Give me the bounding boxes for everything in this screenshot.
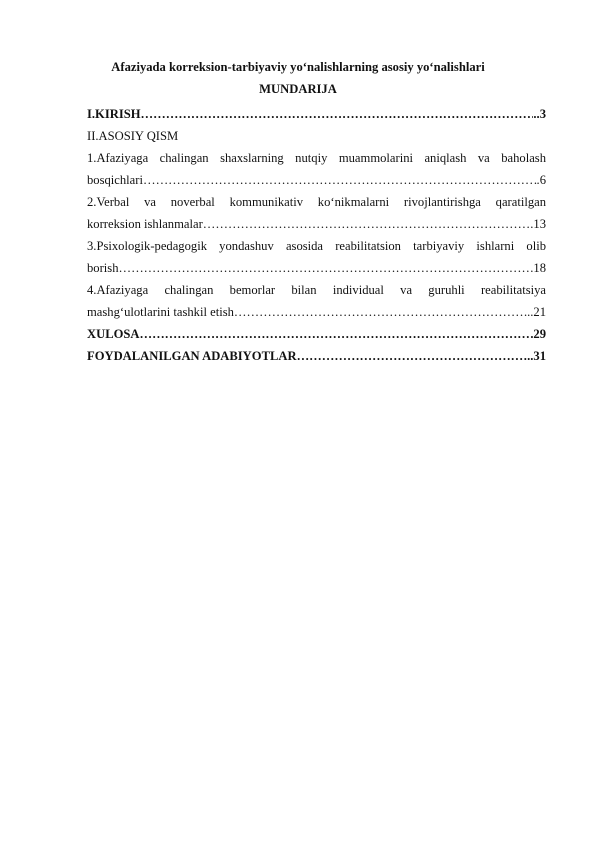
toc-page-number: .18: [530, 261, 546, 275]
toc-entry-4: [87, 301, 546, 323]
toc-entry-label: korreksion ishlanmalar: [87, 217, 203, 231]
toc-entry-label: FOYDALANILGAN ADABIYOTLAR: [87, 349, 297, 363]
toc-page-number: .6: [536, 173, 546, 187]
contents-heading: MUNDARIJA: [259, 82, 337, 96]
toc-page-number: ...21: [523, 305, 546, 319]
toc-section-heading: II.ASOSIY QISM: [87, 129, 179, 143]
toc-entry-line: 2.Verbal va noverbal kommunikativ ko‘nikmalarni rivojlantirishga qaratilgan: [87, 195, 546, 209]
dot-leader: [234, 301, 524, 323]
toc-entry-intro: [87, 103, 546, 125]
toc-entry-label: I.KIRISH: [87, 107, 141, 121]
table-of-contents: [87, 103, 546, 367]
toc-entry-line: 4.Afaziyaga chalingan bemorlar bilan individual va guruhli reabilitatsiya: [87, 283, 546, 297]
toc-entry-references: [87, 345, 546, 367]
dot-leader: [139, 323, 533, 345]
toc-entry-label: borish: [87, 261, 119, 275]
document-title: Afaziyada korreksion-tarbiyaviy yo‘nalishlarning asosiy yo‘nalishlari: [111, 60, 485, 74]
toc-entry-1: [87, 169, 546, 191]
toc-entry-3: [87, 257, 546, 279]
toc-entry-line: 3.Psixologik-pedagogik yondashuv asosida reabilitatsion tarbiyaviy ishlarni olib: [87, 239, 546, 253]
toc-entry-label: XULOSA: [87, 327, 140, 341]
dot-leader: [143, 169, 537, 191]
toc-page-number: ..31: [527, 349, 546, 363]
dot-leader: [297, 345, 528, 367]
toc-entry-2: [87, 213, 546, 235]
dot-leader: [141, 103, 534, 125]
toc-entry-conclusion: [87, 323, 546, 345]
toc-entry-label: mashg‘ulotlarini tashkil etish: [87, 305, 234, 319]
toc-entry-label: bosqichlari: [87, 173, 143, 187]
dot-leader: [118, 257, 530, 279]
toc-entry-line: 1.Afaziyaga chalingan shaxslarning nutqiy muammolarini aniqlash va baholash: [87, 151, 546, 165]
dot-leader: [203, 213, 530, 235]
toc-page-number: 29: [533, 327, 546, 341]
toc-page-number: ..3: [533, 107, 546, 121]
toc-page-number: .13: [530, 217, 546, 231]
